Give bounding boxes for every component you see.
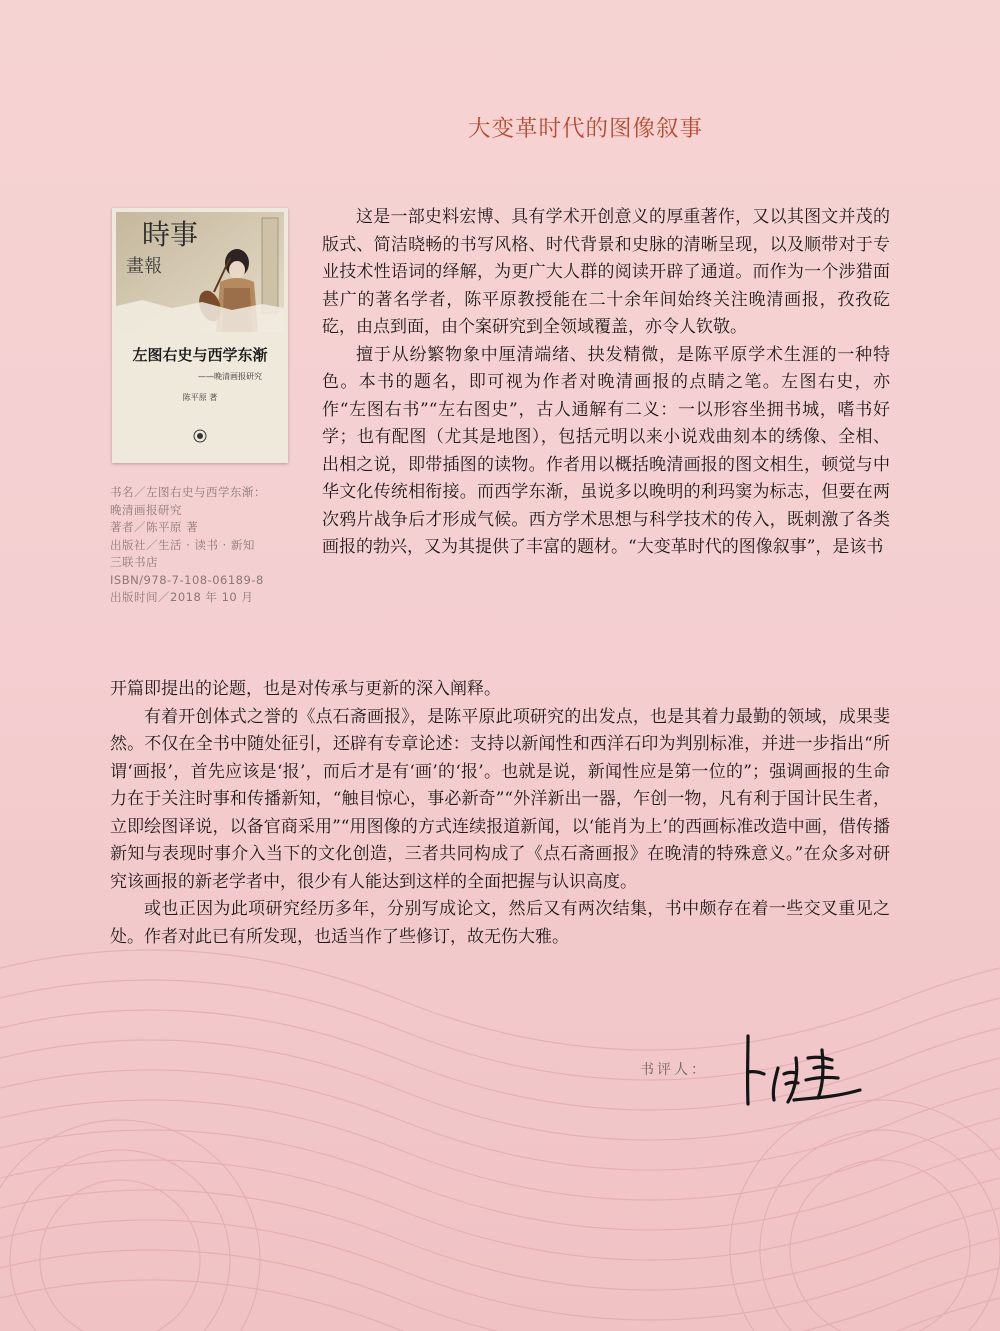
paragraph-4: 或也正因为此项研究经历多年，分别写成论文，然后又有两次结集，书中颇存在着一些交叉重见之处。作者对此已有所发现，也适当作了些修订，故无伤大雅。	[110, 899, 890, 947]
cover-subtitle: ——晚清画报研究	[198, 372, 262, 381]
cover-top-chars: 時事	[142, 218, 199, 251]
book-info-date: 出版时间／2018 年 10 月	[110, 590, 254, 604]
reviewer-label: 书评人：	[640, 1062, 708, 1078]
review-text-top	[322, 204, 890, 562]
paragraph-3: 有着开创体式之誉的《点石斋画报》，是陈平原此项研究的出发点，也是其着力最勤的领域，成果斐然。不仅在全书中随处征引，还辟有专章论述：支持以新闻性和西洋石印为判别标准，并进一步指出“所谓‘画报’，首先应该是‘报’，而后才是有‘画’的‘报’。也就是说，新闻性应是第一位的”；强调画报的生命力在于关注时事和传播新知，“触目惊心，事必新奇”“外洋新出一器，乍创一物，凡有利于国计民生者，立即绘图译说，以备官商采用”“用图像的方式连续报道新闻，以‘能肖为上’的西画标准改造中画，借传播新知与表现时事介入当下的文化创造，三者共同构成了《点石斋画报》在晚清的特殊意义。”在众多对研究该画报的新老学者中，很少有人能达到这样的全面把握与认识高度。	[110, 706, 890, 892]
paragraph-1: 这是一部史料宏博、具有学术开创意义的厚重著作，又以其图文并茂的版式、简洁晓畅的书写风格、时代背景和史脉的清晰呈现，以及顺带对于专业技术性语词的绎解，为更广大人群的阅读开辟了通道。而作为一个涉猎面甚广的著名学者，陈平原教授能在二十余年间始终关注晚清画报，孜孜矻矻，由点到面，由个案研究到全领域覆盖，亦令人钦敬。	[322, 207, 890, 337]
book-info-title: 书名／左图右史与西学东渐：	[110, 485, 266, 499]
book-info-publisher: 出版社／生活 · 读书 · 新知	[110, 537, 255, 552]
review-text-main	[110, 676, 890, 951]
book-info-isbn: ISBN/978-7-108-06189-8	[110, 572, 264, 587]
book-cover-image	[112, 208, 288, 463]
paragraph-2: 擅于从纷繁物象中厘清端绪、抉发精微，是陈平原学术生涯的一种特色。本书的题名，即可视为作者对晚清画报的点睛之笔。左图右史，亦作“左图右书”“左右图史”，古人通解有二义：一以形容坐拥书城，嗜书好学；也有配图（尤其是地图），包括元明以来小说戏曲刻本的绣像、全相、出相之说，即带插图的读物。作者用以概括晚清画报的图文相生，顿觉与中华文化传统相衔接。而西学东渐，虽说多以晚明的利玛窦为标志，但要在两次鸦片战争后才形成气候。西方学术思想与科学技术的传入，既刺激了各类画报的勃兴，又为其提供了丰富的题材。“大变革时代的图像叙事”，是该书	[322, 344, 890, 557]
book-info-title-cont: 晚清画报研究	[110, 502, 182, 517]
cover-book-title: 左图右史与西学东渐	[132, 346, 268, 364]
cover-author: 陈平原 著	[182, 393, 218, 402]
page-title: 大变革时代的图像叙事	[468, 116, 704, 142]
reviewer-signature	[728, 1028, 868, 1110]
cover-side-chars: 畫報	[126, 256, 162, 277]
paragraph-2-continued: 开篇即提出的论题，也是对传承与更新的深入阐释。	[110, 679, 501, 699]
book-info	[110, 484, 295, 607]
book-info-publisher-cont: 三联书店	[110, 555, 158, 569]
book-info-author: 著者／陈平原 著	[110, 520, 199, 534]
